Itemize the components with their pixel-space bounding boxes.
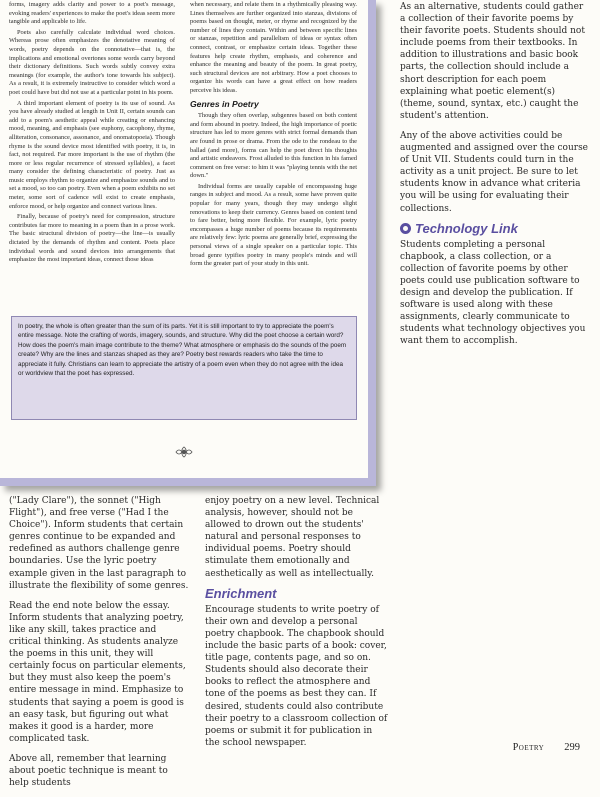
teacher-notes-bottom-right (205, 495, 388, 757)
paragraph: Poets also carefully calculate individual word choices. Whereas prose often emphasizes the denotative meaning of words, poetry depends on the connotative—that is, the implications and emotional overtones some words carry beyond their dictionary definitions. Such words subtly convey extra meanings (for example, the author's tone towards his subject). As a result, it is extremely instructive to consider which word a poet could have but did not use at a particular point in his poem. (9, 28, 175, 96)
paragraph: Finally, because of poetry's need for compression, structure contributes far more to meaning in a poem than in a prose work. The basic structural division of poetry—the line—is usually dictated by the demands of rhythm and content. Poets place individual words and sound devices into arrangements that emphasize the most important ideas, connect those ideas (9, 213, 175, 264)
paragraph: Encourage students to write poetry of their own and develop a personal poetry chapbook. The chapbook should include the basic parts of a book: cover, title page, contents page, and so on. Students should also decorate their books to reflect the atmosphere and tone of the poems as best they can. If desired, students could also contribute their poetry to a classroom collection of poems or submit it for publication in the school newspaper. (205, 604, 388, 748)
heading-label: Technology Link (415, 220, 518, 236)
paragraph: Though they often overlap, subgenres based on both content and form abound in poetry. Indeed, the high importance of poetic structure has led to more genres with strict formal demands than are found in prose or drama. From the ode to the rondeau to the ballad (and more), forms can help the poet direct his thoughts and artistic endeavors. Frost alluded to this function in his famed comment on free verse: to him it was "playing tennis with the net down." (190, 112, 357, 180)
student-text-page (0, 0, 368, 478)
paragraph: Students completing a personal chapbook, a class collection, or a collection of favorite poems by other poets could use publication software to design and develop the publication. If software is used along with these assignments, clearly communicate to students what technology objectives you want them to accomplish. (400, 239, 586, 347)
paragraph: Above all, remember that learning about poetic technique is meant to help students (9, 753, 168, 789)
paragraph: Individual forms are usually capable of encompassing huge ranges in subject and mood. As a result, some have proven quite popular for many years, though they may undergo slight renovations to keep their currency. Genres based on content tend to fare better, being more flexible. For example, lyric poetry encompasses a huge number of poems because its requirements are relatively few: lyric poems are generally brief, expressing the personal views of a single speaker on a particular topic. This broad genre typifies poetry in many people's minds and will form the greater part of your study in this unit. (190, 182, 357, 268)
fleuron-icon (174, 445, 194, 459)
globe-icon (400, 223, 411, 234)
section-heading-genres: Genres in Poetry (190, 98, 259, 109)
teacher-notes-bottom-left (9, 495, 189, 797)
paragraph: A third important element of poetry is its use of sound. As you have already studied at length in Unit II, certain sounds can add to a poem's aesthetic appeal while creating or enhancing mood, meaning, and emphasis (see euphony, cacophony, rhyme, alliteration, consonance, assonance, and onomatopoeia). Though rhyme is the sound device most identified with poetry, it is, in fact, not required. Far more important is the use of rhythm (the more or less regular recurrence of stressed syllables), a facet many consider the defining characteristic of poetry. Just as music employs rhythm to organize and emphasize sounds and to set a mood, so too can poetry. Even when a poem exhibits no set meter, some sort of cadence will exist to create emphasis, enforce mood, or help organize and connect various lines. (9, 99, 175, 210)
paragraph: Read the end note below the essay. Inform students that analyzing poetry, like any skill, takes practice and critical thinking. As students analyze the poems in this unit, they will certainly focus on particular elements, but they must also keep the poem's entire message in mind. Emphasize to students that saying a poem is good is an easy task, but figuring out what makes it good is a harder, more complicated task. (9, 600, 186, 744)
page-number: 299 (564, 742, 580, 753)
paragraph: As an alternative, students could gather a collection of their favorite poems by their favorite poets. Students should not include poems from their textbooks. In addition to illustrations and basic book parts, the collection should include a short description for each poem explaining what poetic element(s) (theme, sound, syntax, etc.) caught the student's attention. (400, 2, 585, 121)
paragraph: ("Lady Clare"), the sonnet ("High Flight"), and free verse ("Had I the Choice"). Inform students that certain genres continue to be expanded and redefined as authors challenge genre boundaries. Use the lyric poetry example given in the last paragraph to illustrate the flexibility of some genres. (9, 496, 189, 591)
section-name: Poetry (512, 742, 545, 753)
teacher-notes-right (400, 1, 590, 356)
page-footer (513, 742, 580, 753)
paragraph: when necessary, and relate them in a rhythmically pleasing way. Lines themselves are further organized into stanzas, divisions of poems based on thought, meter, or rhyme and recognized by the number of lines they contain. Within and between specific lines or stanzas, repetition and parallelism of ideas or syntax often connect, contrast, or emphasize certain ideas. Together these features help create rhythm, emphasis, and coherence and enhance the meaning and beauty of the poem. In great poetry, such structural devices are not arbitrary. How a poet chooses to organize his words can have a great effect on how readers perceive his ideas. (190, 1, 357, 94)
student-text-column-1 (9, 1, 175, 267)
enrichment-heading: Enrichment (205, 585, 277, 601)
technology-link-heading (400, 220, 590, 236)
paragraph: enjoy poetry on a new level. Technical analysis, however, should not be allowed to drown out the students' natural and personal responses to individual poems. Poetry should stimulate them emotionally and aesthetically as well as intellectually. (205, 496, 380, 579)
paragraph: Any of the above activities could be augmented and assigned over the course of Unit VII. Students could turn in the activity as a unit project. Be sure to let students know in advance what criteria you will be using for evaluating their collections. (400, 130, 589, 214)
paragraph: forms, imagery adds clarity and power to a poet's message, evoking readers' experiences to make the poet's ideas seem more tangible and applicable to life. (9, 1, 175, 26)
student-text-column-2 (190, 1, 357, 271)
callout-box: In poetry, the whole is often greater than the sum of its parts. Yet it is still important to try to appreciate the poem's entire message. Note the crafting of words, imagery, sounds, and structure. Why did the poet choose a certain word? How does the poem's main image contribute to the theme? What atmosphere or emphasis do the sounds of the poem create? Why are the lines and stanzas shaped as they are? Poetry best rewards readers who take the time to appreciate it fully. Christians can learn to appreciate the artistry of a poem even when they do not agree with the idea or worldview that the poet has expressed. (11, 316, 357, 420)
